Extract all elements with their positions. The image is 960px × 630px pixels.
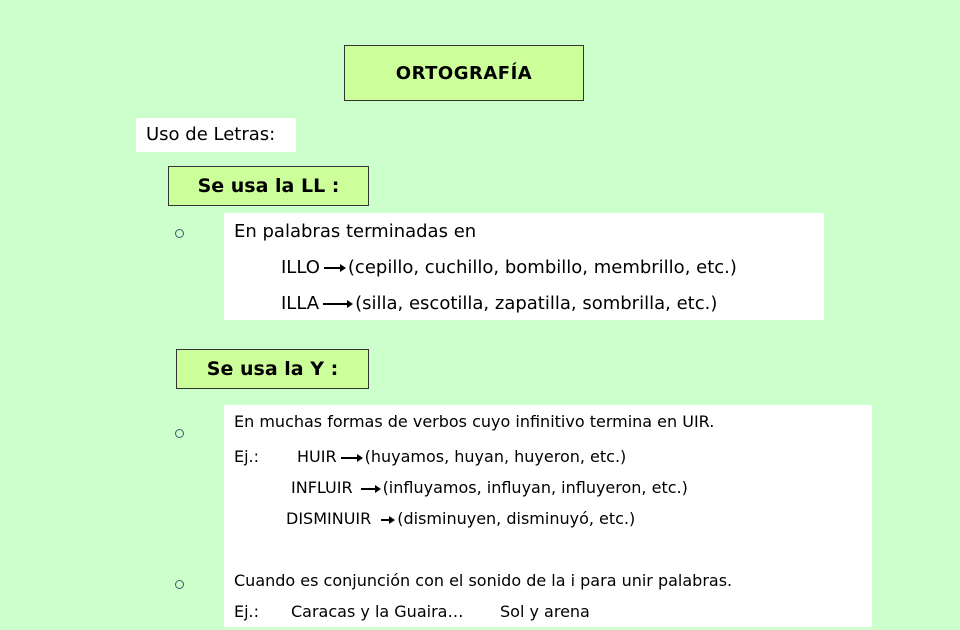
arrow-icon (323, 303, 351, 305)
subtitle-uso-de-letras: Uso de Letras: (136, 118, 296, 152)
arrow-icon (341, 457, 361, 459)
bullet-icon (175, 229, 184, 238)
ll-rule-intro: En palabras terminadas en (234, 221, 477, 242)
bullet-icon (175, 580, 184, 589)
example-term: ILLA (281, 293, 320, 314)
y-example-disminuir (286, 509, 635, 528)
y-example-influir (291, 478, 688, 497)
y-rule-intro-conjuncion: Cuando es conjunción con el sonido de la i para unir palabras. (234, 571, 733, 590)
y-example-caracas: Caracas y la Guaira… (291, 602, 464, 621)
example-words: (disminuyen, disminuyó, etc.) (397, 509, 636, 528)
bullet-icon (175, 429, 184, 438)
example-term: HUIR (297, 447, 337, 466)
ll-example-illa (281, 293, 717, 314)
example-term: DISMINUIR (286, 509, 372, 528)
ej-label: Ej.: (234, 447, 260, 466)
page-title: ORTOGRAFÍA (344, 45, 584, 101)
y-example-huir (297, 447, 626, 466)
example-words: (influyamos, influyan, influyeron, etc.) (382, 478, 688, 497)
section-heading-y: Se usa la Y : (176, 349, 369, 389)
y-rule-box (224, 405, 872, 627)
y-rule-intro-verbs: En muchas formas de verbos cuyo infinitivo termina en UIR. (234, 412, 715, 431)
example-words: (huyamos, huyan, huyeron, etc.) (364, 447, 627, 466)
example-term: INFLUIR (291, 478, 353, 497)
arrow-icon (361, 488, 379, 490)
example-words: (cepillo, cuchillo, bombillo, membrillo, etc.) (347, 257, 737, 278)
ll-example-illo (281, 257, 737, 278)
ll-rule-box (224, 213, 824, 320)
ej-label: Ej.: (234, 602, 260, 621)
section-heading-ll: Se usa la LL : (168, 166, 369, 206)
arrow-icon (381, 519, 393, 521)
arrow-icon (324, 267, 344, 269)
example-term: ILLO (281, 257, 320, 278)
example-words: (silla, escotilla, zapatilla, sombrilla, etc.) (355, 293, 718, 314)
y-example-sol: Sol y arena (500, 602, 590, 621)
